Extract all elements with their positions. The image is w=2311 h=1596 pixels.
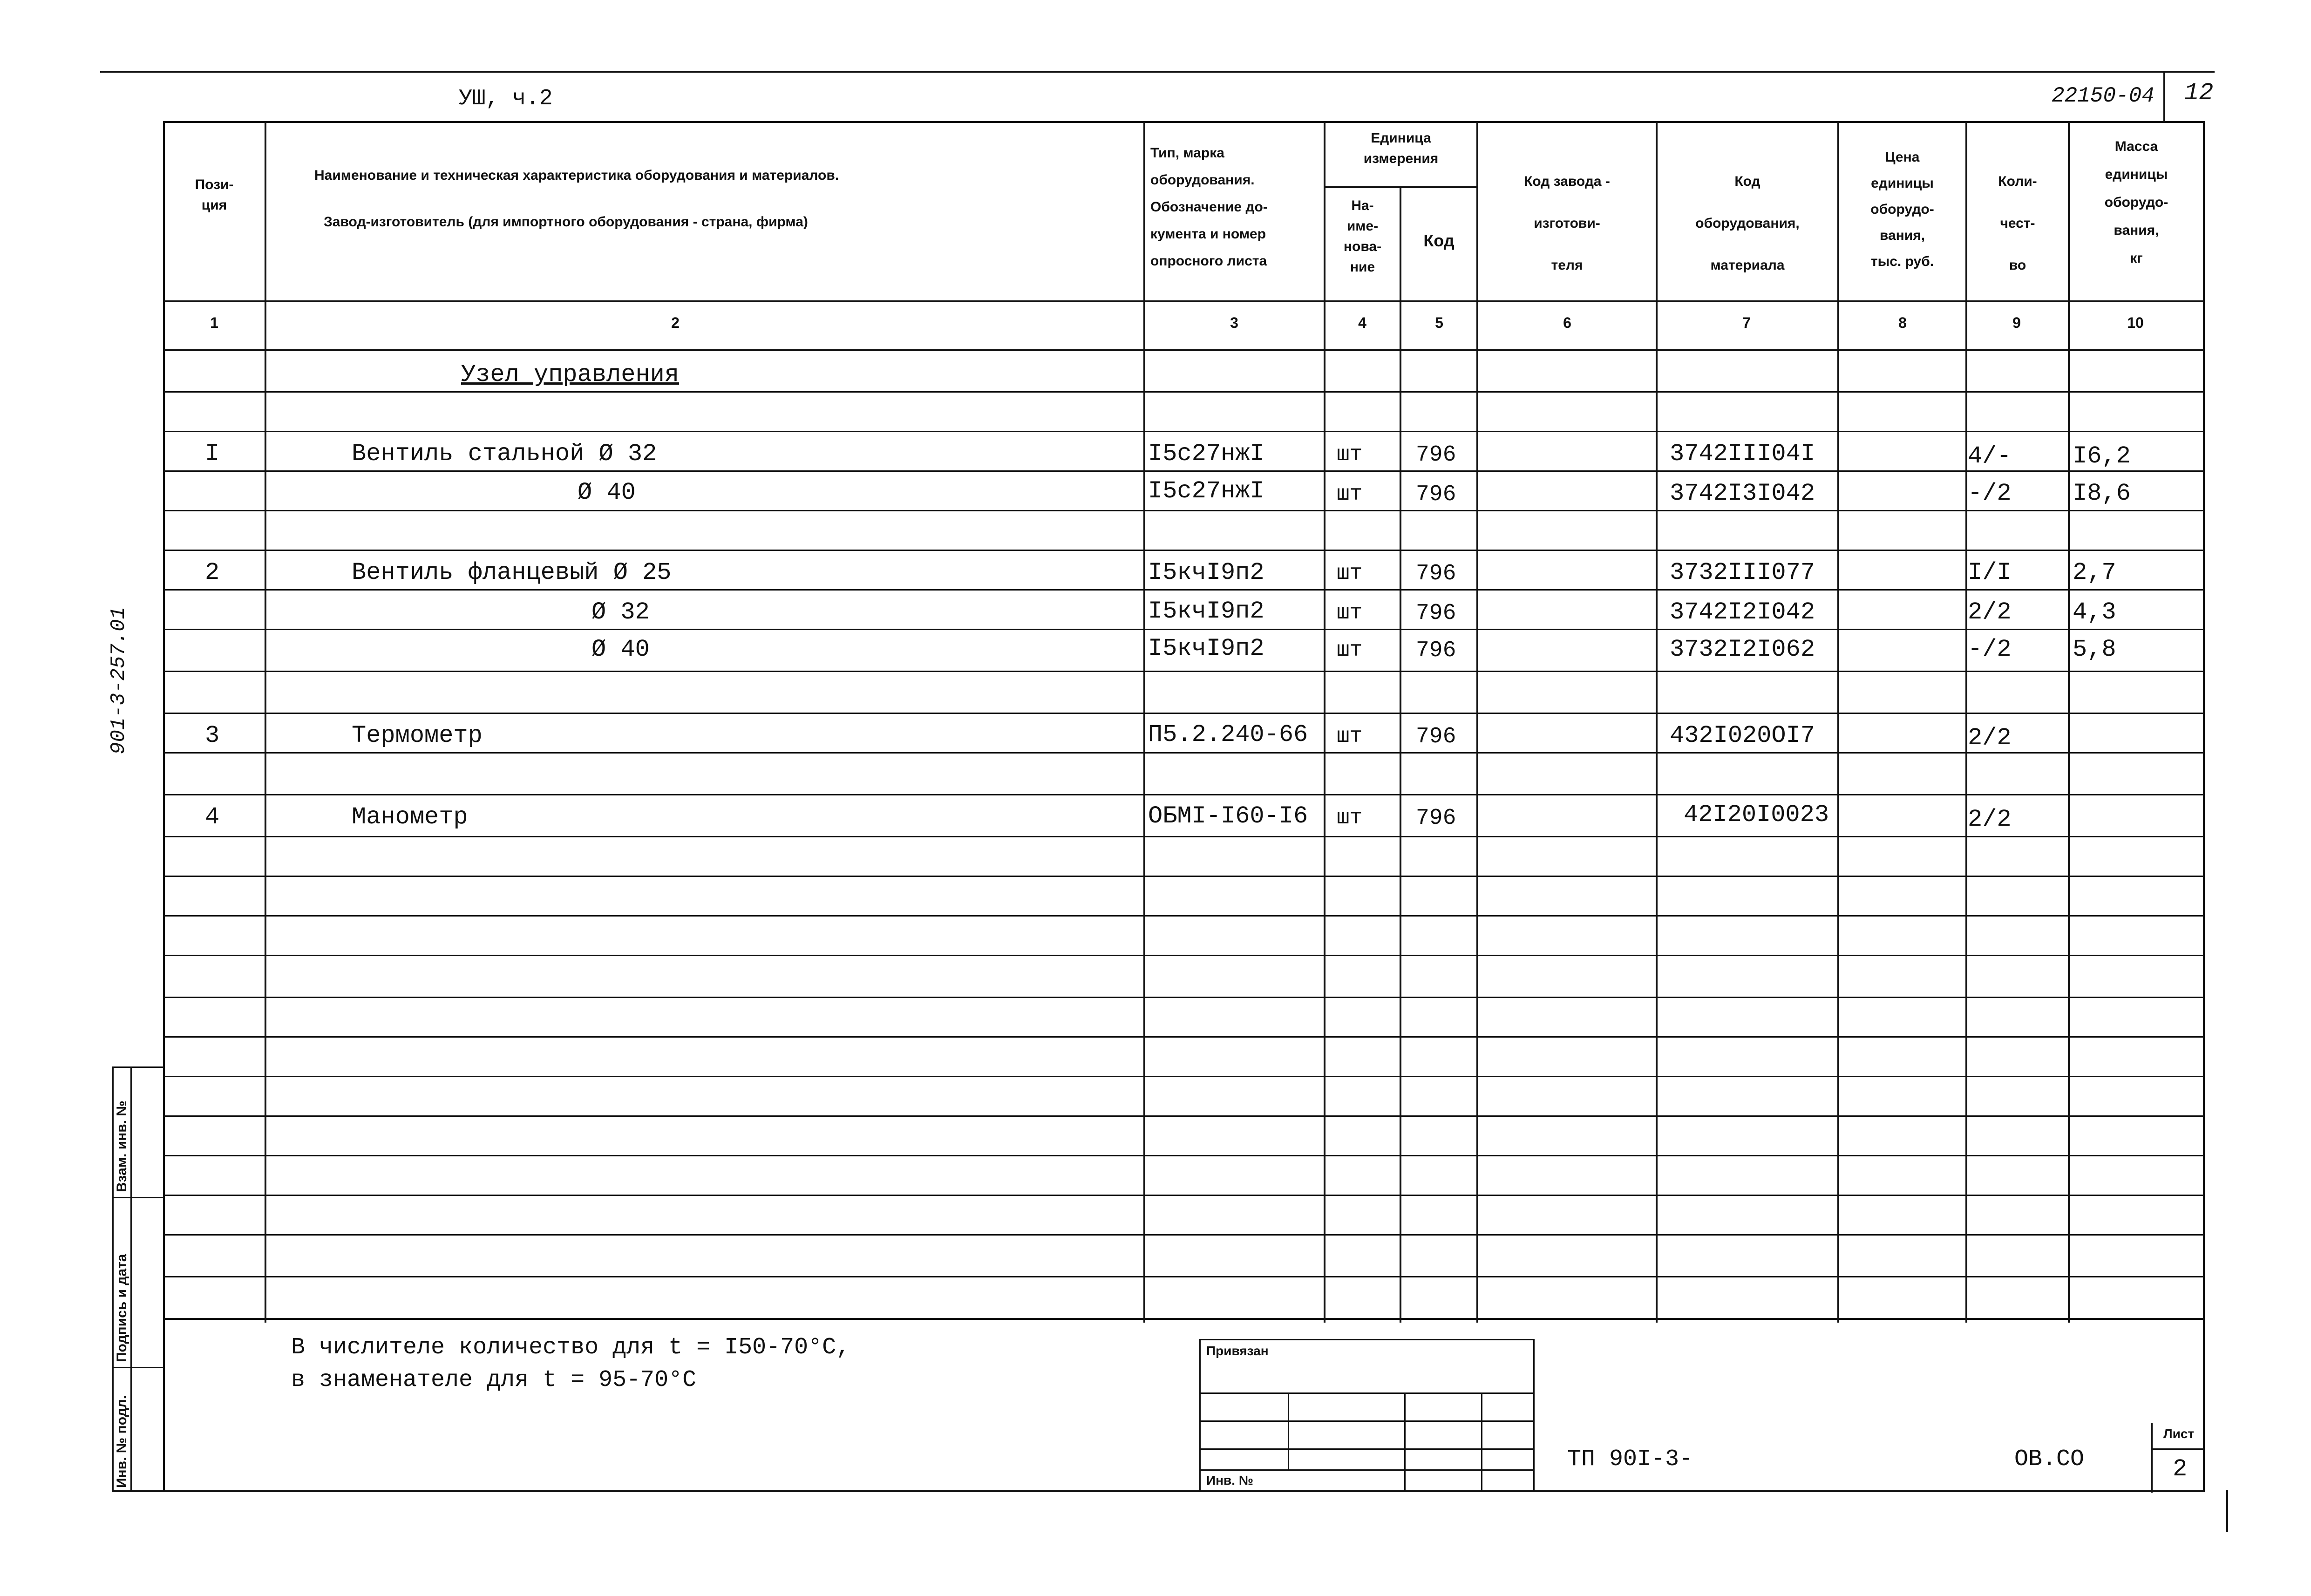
row-type: I5кчI9п2	[1148, 559, 1264, 586]
row-name: Вентиль фланцевый Ø 25	[352, 559, 672, 586]
header-name-line1: Наименование и техническая характеристика оборудования и материалов.	[314, 168, 839, 183]
sheet-label: Лист	[2163, 1426, 2195, 1441]
row-position: I	[205, 440, 220, 468]
stamp-privyazan-label: Привязан	[1206, 1344, 1269, 1358]
row-position: 2	[205, 559, 220, 586]
header-unit-name: На- име- нова- ние	[1343, 198, 1382, 275]
section-title: Узел управления	[461, 361, 680, 388]
column-number: 6	[1563, 314, 1571, 331]
sheet-corner-number: 12	[2184, 79, 2214, 107]
document-number: 22150-04	[2052, 84, 2155, 108]
row-name: Манометр	[352, 803, 468, 831]
row-quantity: 2/2	[1968, 598, 2012, 626]
sheet-number: 2	[2173, 1455, 2188, 1483]
row-mass: 2,7	[2073, 559, 2116, 586]
column-number: 3	[1230, 314, 1238, 331]
row-mass: 4,3	[2073, 598, 2116, 626]
row-material-code: 3732I2I062	[1670, 636, 1815, 663]
row-unit-code: 796	[1416, 482, 1456, 507]
row-quantity: I/I	[1968, 559, 2012, 586]
row-material-code: 3742I2I042	[1670, 598, 1815, 626]
side-vertical-code: 901-3-257.01	[107, 607, 130, 754]
row-type: I5кчI9п2	[1148, 635, 1264, 662]
row-unit: шт	[1337, 442, 1363, 467]
header-position: Пози- ция	[195, 177, 234, 213]
row-mass: I6,2	[2073, 442, 2131, 470]
side-stamp-replace-inv: Взам. инв. №	[114, 1100, 129, 1192]
row-material-code: 432I020OI7	[1670, 722, 1815, 749]
row-unit-code: 796	[1416, 561, 1456, 586]
row-material-code: 3742I3I042	[1670, 480, 1815, 507]
row-name: Ø 40	[591, 636, 650, 663]
row-position: 4	[205, 803, 220, 831]
side-stamp-signature-date: Подпись и дата	[114, 1254, 129, 1362]
row-name: Ø 40	[578, 479, 636, 506]
column-number: 4	[1358, 314, 1366, 331]
header-type: Тип, марка оборудования. Обозначение до- кумента и номер опросного листа	[1150, 145, 1268, 269]
column-number: 5	[1435, 314, 1443, 331]
row-name: Ø 32	[591, 598, 650, 626]
row-unit: шт	[1337, 806, 1363, 830]
column-number: 8	[1898, 314, 1907, 331]
header-factory-code: Код завода - изготови- теля	[1524, 174, 1610, 273]
note-line-2: в знаменателе для t = 95-70°C	[291, 1367, 697, 1393]
header-unit: Единица измерения	[1363, 130, 1439, 166]
row-mass: 5,8	[2073, 636, 2116, 663]
row-quantity: 2/2	[1968, 724, 2012, 752]
row-name: Термометр	[352, 722, 483, 749]
row-unit: шт	[1337, 638, 1363, 662]
row-material-code: 42I20I0023	[1684, 801, 1829, 829]
column-number: 7	[1742, 314, 1751, 331]
row-unit: шт	[1337, 724, 1363, 748]
row-unit-code: 796	[1416, 806, 1456, 831]
header-unit-code: Код	[1423, 231, 1455, 250]
row-unit: шт	[1337, 601, 1363, 625]
row-quantity: -/2	[1968, 636, 2012, 663]
header-mass: Масса единицы оборудо- вания, кг	[2104, 139, 2168, 266]
document-code: ТП 90I-3-	[1567, 1446, 1693, 1473]
row-unit-code: 796	[1416, 724, 1456, 749]
side-stamp-original-inv: Инв. № подл.	[114, 1395, 129, 1488]
row-type: ОБМI-I60-I6	[1148, 802, 1308, 830]
column-number: 10	[2127, 314, 2144, 331]
row-type: П5.2.240-66	[1148, 721, 1308, 748]
row-quantity: 2/2	[1968, 806, 2012, 833]
row-unit: шт	[1337, 561, 1363, 585]
header-material-code: Код оборудования, материала	[1695, 174, 1800, 273]
header-quantity: Коли- чест- во	[1998, 174, 2037, 273]
header-name-line2: Завод-изготовитель (для импортного оборудования - страна, фирма)	[324, 214, 808, 230]
stamp-inv-label: Инв. №	[1206, 1473, 1254, 1487]
row-unit-code: 796	[1416, 442, 1456, 468]
row-position: 3	[205, 722, 220, 749]
row-mass: I8,6	[2073, 480, 2131, 507]
column-number: 9	[2012, 314, 2021, 331]
sheet-part-label: УШ, ч.2	[459, 86, 553, 111]
column-number: 1	[210, 314, 218, 331]
document-suffix: ОВ.СО	[2014, 1446, 2085, 1473]
row-material-code: 3742III04I	[1670, 440, 1815, 468]
row-unit: шт	[1337, 482, 1363, 506]
column-number: 2	[671, 314, 680, 331]
row-type: I5с27нжI	[1148, 477, 1264, 505]
row-type: I5с27нжI	[1148, 440, 1264, 468]
row-quantity: 4/-	[1968, 442, 2012, 470]
row-unit-code: 796	[1416, 638, 1456, 663]
row-type: I5кчI9п2	[1148, 598, 1264, 625]
row-material-code: 3732III077	[1670, 559, 1815, 586]
row-name: Вентиль стальной Ø 32	[352, 440, 657, 468]
row-quantity: -/2	[1968, 480, 2012, 507]
row-unit-code: 796	[1416, 601, 1456, 626]
header-price: Цена единицы оборудо- вания, тыс. руб.	[1870, 149, 1934, 269]
note-line-1: В числителе количество для t = I50-70°C,	[291, 1334, 850, 1361]
